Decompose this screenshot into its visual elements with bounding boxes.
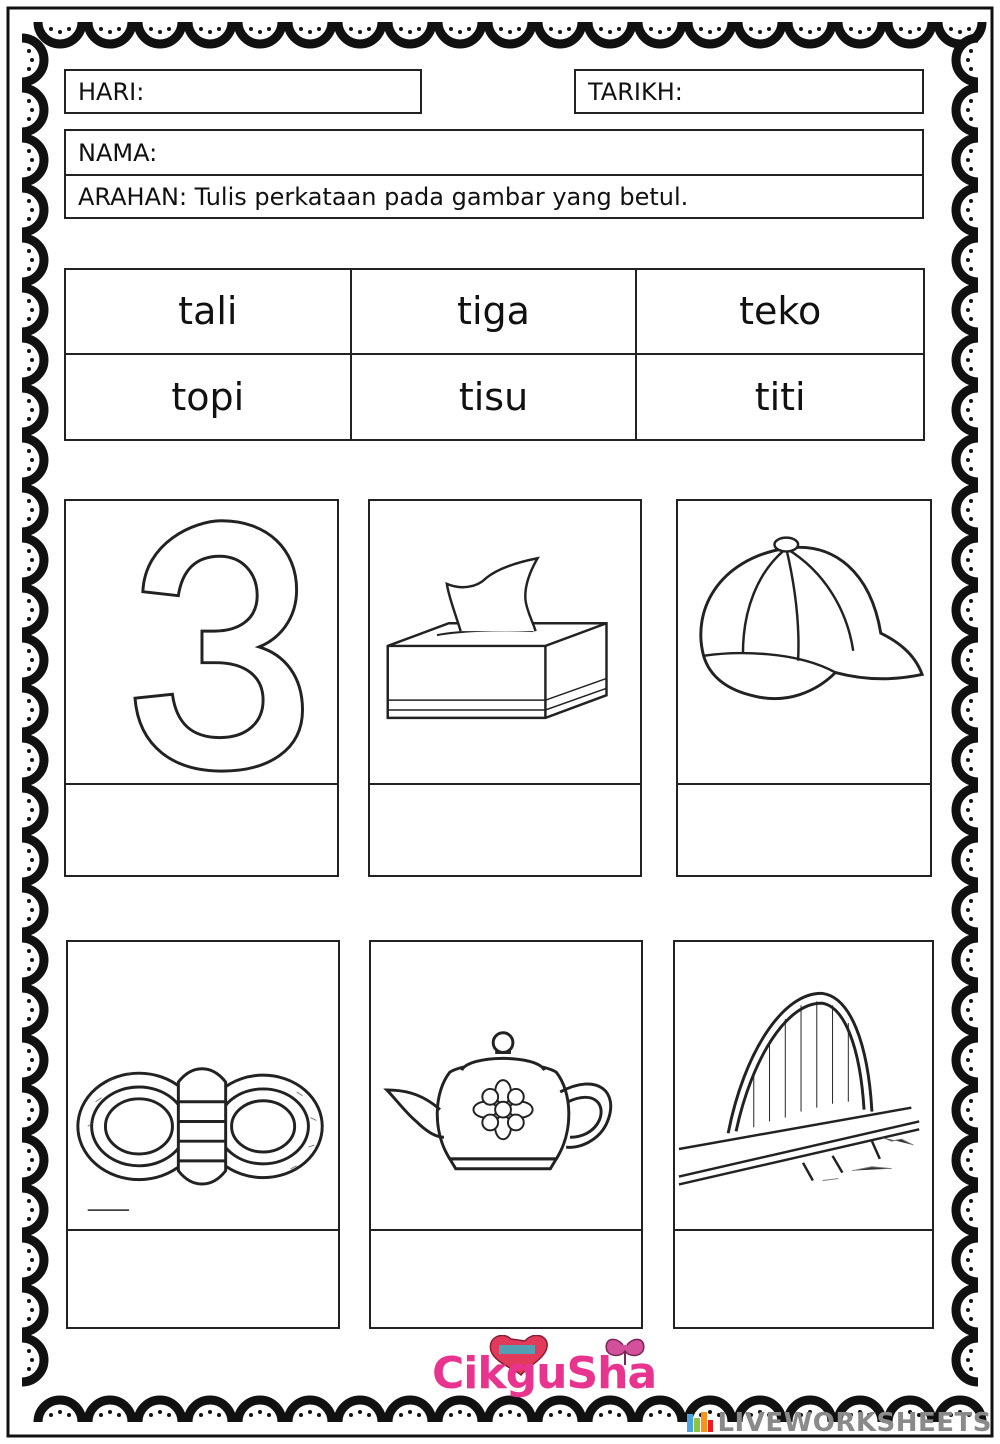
liveworksheets-watermark bbox=[687, 1408, 992, 1438]
teapot-icon bbox=[371, 942, 641, 1231]
answer-field[interactable] bbox=[678, 781, 930, 875]
answer-field[interactable] bbox=[675, 1227, 932, 1327]
date-label: TARIKH: bbox=[588, 77, 683, 106]
word-bank-item[interactable]: tisu bbox=[352, 355, 638, 440]
name-label: NAMA: bbox=[78, 138, 158, 167]
liveworksheets-icon bbox=[687, 1412, 713, 1434]
cikgusha-logo-text: CikguSha bbox=[432, 1348, 657, 1399]
cap-icon bbox=[678, 501, 930, 785]
picture-card bbox=[676, 499, 932, 877]
word-bank-item[interactable]: teko bbox=[637, 270, 923, 355]
answer-field[interactable] bbox=[68, 1227, 338, 1327]
word-bank-table bbox=[64, 268, 925, 441]
tissue-box-icon bbox=[370, 501, 640, 785]
day-label: HARI: bbox=[78, 77, 145, 106]
date-field[interactable] bbox=[574, 69, 924, 114]
rope-icon bbox=[68, 942, 338, 1231]
name-field[interactable] bbox=[64, 129, 924, 176]
picture-card bbox=[673, 940, 934, 1329]
word-bank-item[interactable]: tiga bbox=[352, 270, 638, 355]
picture-card bbox=[64, 499, 339, 877]
word-bank-item[interactable]: tali bbox=[66, 270, 352, 355]
answer-field[interactable] bbox=[371, 1227, 641, 1327]
answer-field[interactable] bbox=[66, 781, 337, 875]
number-three-icon bbox=[66, 501, 337, 785]
day-field[interactable] bbox=[64, 69, 422, 114]
picture-card bbox=[66, 940, 340, 1329]
word-bank-item[interactable]: topi bbox=[66, 355, 352, 440]
instruction-box bbox=[64, 174, 924, 219]
instruction-text: ARAHAN: Tulis perkataan pada gambar yang betul. bbox=[78, 182, 689, 211]
picture-card bbox=[369, 940, 643, 1329]
bridge-icon bbox=[675, 942, 932, 1231]
liveworksheets-text: LIVEWORKSHEETS bbox=[717, 1408, 992, 1438]
answer-field[interactable] bbox=[370, 781, 640, 875]
picture-card bbox=[368, 499, 642, 877]
word-bank-item[interactable]: titi bbox=[754, 374, 806, 419]
